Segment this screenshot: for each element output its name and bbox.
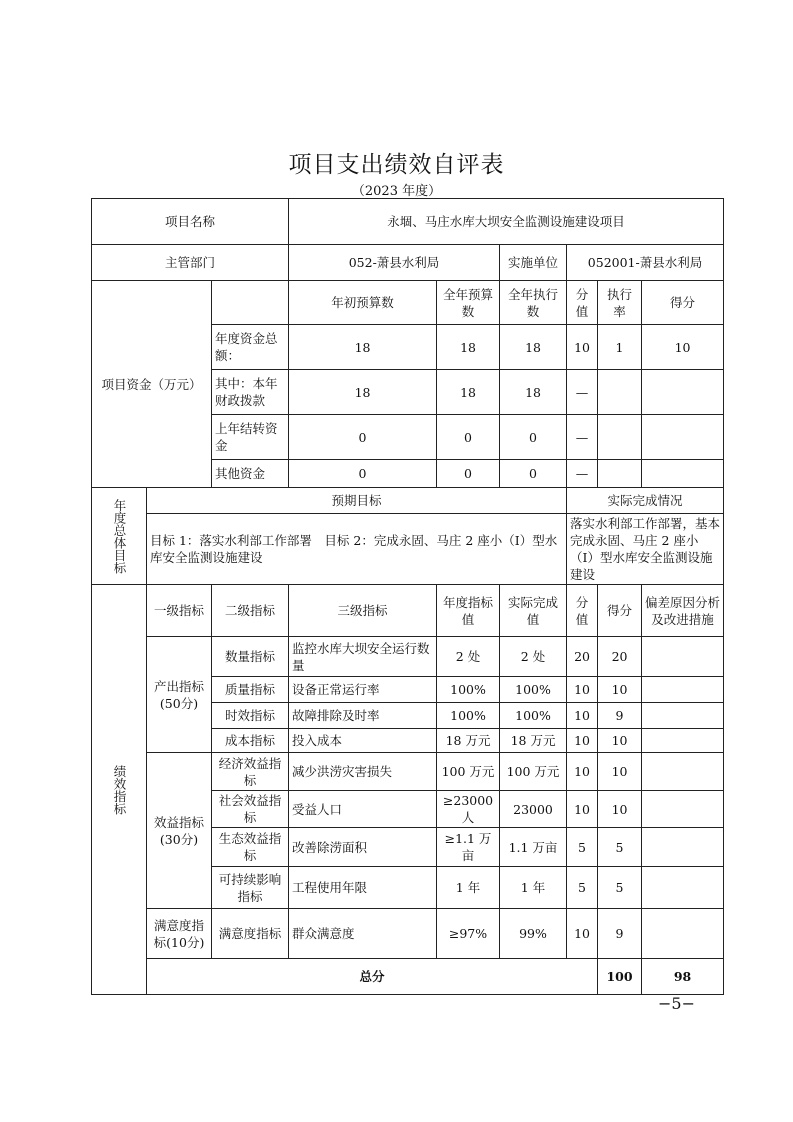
perf-header: 二级指标 (212, 585, 289, 637)
got-value: 10 (598, 729, 642, 753)
level2-indicator: 满意度指标 (212, 909, 289, 959)
perf-header: 偏差原因分析及改进措施 (642, 585, 724, 637)
deviation-cell (642, 637, 724, 677)
actual-value: 2 处 (500, 637, 567, 677)
actual-value: 23000 (500, 791, 567, 828)
target-value: ≥1.1 万亩 (437, 828, 500, 867)
got-value: 5 (598, 828, 642, 867)
funds-cell (598, 370, 642, 415)
funds-cell (598, 415, 642, 460)
actual-value: 100 万元 (500, 753, 567, 791)
document-title: 项目支出绩效自评表 (288, 152, 505, 178)
deviation-cell (642, 909, 724, 959)
funds-cell: 0 (437, 460, 500, 488)
got-value: 9 (598, 703, 642, 729)
performance-label: 绩效指标 (92, 585, 147, 995)
actual-result-text: 落实水利部工作部署，基本完成永固、马庄 2 座小（Ⅰ）型水库安全监测设施建设 (567, 514, 724, 585)
perf-header: 得分 (598, 585, 642, 637)
funds-header: 执行率 (598, 281, 642, 325)
actual-result-header: 实际完成情况 (567, 488, 724, 514)
impl-value: 052001-萧县水利局 (567, 245, 724, 281)
funds-row-name: 年度资金总额： (212, 325, 289, 370)
funds-cell: 18 (500, 325, 567, 370)
funds-cell: — (567, 370, 598, 415)
funds-header: 全年执行数 (500, 281, 567, 325)
funds-row-name: 其中：本年财政拨款 (212, 370, 289, 415)
funds-cell (642, 370, 724, 415)
expected-goal-header: 预期目标 (147, 488, 567, 514)
got-value: 10 (598, 753, 642, 791)
funds-cell: — (567, 460, 598, 488)
funds-cell: 18 (289, 325, 437, 370)
funds-cell: 0 (437, 415, 500, 460)
project-name-value: 永堌、马庄水库大坝安全监测设施建设项目 (289, 199, 724, 245)
funds-cell: 18 (289, 370, 437, 415)
deviation-cell (642, 791, 724, 828)
funds-cell: 10 (642, 325, 724, 370)
level2-indicator: 经济效益指标 (212, 753, 289, 791)
funds-cell: 10 (567, 325, 598, 370)
score-value: 20 (567, 637, 598, 677)
perf-header: 一级指标 (147, 585, 212, 637)
total-label: 总分 (147, 959, 598, 995)
score-value: 10 (567, 909, 598, 959)
actual-value: 100% (500, 677, 567, 703)
target-value: 18 万元 (437, 729, 500, 753)
got-value: 10 (598, 791, 642, 828)
target-value: 2 处 (437, 637, 500, 677)
level1-benefit: 效益指标(30分) (147, 753, 212, 909)
funds-cell (598, 460, 642, 488)
target-value: 1 年 (437, 867, 500, 909)
score-value: 10 (567, 703, 598, 729)
project-name-label: 项目名称 (92, 199, 289, 245)
perf-header: 实际完成值 (500, 585, 567, 637)
got-value: 20 (598, 637, 642, 677)
score-value: 10 (567, 729, 598, 753)
funds-cell: 0 (500, 415, 567, 460)
level3-indicator: 改善除涝面积 (289, 828, 437, 867)
total-got: 98 (642, 959, 724, 995)
level3-indicator: 受益人口 (289, 791, 437, 828)
funds-cell: 1 (598, 325, 642, 370)
funds-header: 分值 (567, 281, 598, 325)
funds-header-blank (212, 281, 289, 325)
funds-row-name: 其他资金 (212, 460, 289, 488)
funds-cell: 18 (500, 370, 567, 415)
level1-satisfaction: 满意度指标(10分) (147, 909, 212, 959)
funds-cell: — (567, 415, 598, 460)
impl-label: 实施单位 (500, 245, 567, 281)
funds-cell (642, 460, 724, 488)
actual-value: 1 年 (500, 867, 567, 909)
document-year: （2023 年度） (351, 184, 442, 199)
actual-value: 18 万元 (500, 729, 567, 753)
got-value: 9 (598, 909, 642, 959)
funds-cell (642, 415, 724, 460)
level3-indicator: 工程使用年限 (289, 867, 437, 909)
level3-indicator: 监控水库大坝安全运行数量 (289, 637, 437, 677)
expected-goal-text: 目标 1：落实水利部工作部署 目标 2：完成永固、马庄 2 座小（Ⅰ）型水库安全监测设施建设 (147, 514, 567, 585)
score-value: 10 (567, 677, 598, 703)
funds-cell: 18 (437, 370, 500, 415)
funds-cell: 0 (289, 415, 437, 460)
deviation-cell (642, 828, 724, 867)
level2-indicator: 质量指标 (212, 677, 289, 703)
funds-cell: 0 (500, 460, 567, 488)
score-value: 5 (567, 867, 598, 909)
got-value: 5 (598, 867, 642, 909)
got-value: 10 (598, 677, 642, 703)
target-value: ≥97% (437, 909, 500, 959)
actual-value: 1.1 万亩 (500, 828, 567, 867)
self-evaluation-table (91, 198, 724, 995)
target-value: 100 万元 (437, 753, 500, 791)
target-value: 100% (437, 703, 500, 729)
level2-indicator: 数量指标 (212, 637, 289, 677)
total-score: 100 (598, 959, 642, 995)
level2-indicator: 时效指标 (212, 703, 289, 729)
level3-indicator: 故障排除及时率 (289, 703, 437, 729)
level3-indicator: 群众满意度 (289, 909, 437, 959)
score-value: 10 (567, 753, 598, 791)
funds-header: 得分 (642, 281, 724, 325)
level2-indicator: 社会效益指标 (212, 791, 289, 828)
target-value: ≥23000人 (437, 791, 500, 828)
funds-cell: 0 (289, 460, 437, 488)
actual-value: 99% (500, 909, 567, 959)
page-number: −5− (658, 994, 695, 1013)
dept-value: 052-萧县水利局 (289, 245, 500, 281)
actual-value: 100% (500, 703, 567, 729)
deviation-cell (642, 753, 724, 791)
perf-header: 年度指标值 (437, 585, 500, 637)
funds-row-name: 上年结转资金 (212, 415, 289, 460)
level3-indicator: 投入成本 (289, 729, 437, 753)
perf-header: 分值 (567, 585, 598, 637)
funds-cell: 18 (437, 325, 500, 370)
dept-label: 主管部门 (92, 245, 289, 281)
annual-goal-label: 年度总体目标 (92, 488, 147, 585)
perf-header: 三级指标 (289, 585, 437, 637)
level3-indicator: 减少洪涝灾害损失 (289, 753, 437, 791)
deviation-cell (642, 677, 724, 703)
level2-indicator: 成本指标 (212, 729, 289, 753)
level3-indicator: 设备正常运行率 (289, 677, 437, 703)
deviation-cell (642, 729, 724, 753)
funds-header: 年初预算数 (289, 281, 437, 325)
score-value: 5 (567, 828, 598, 867)
level2-indicator: 生态效益指标 (212, 828, 289, 867)
funds-label: 项目资金（万元） (92, 281, 212, 488)
level2-indicator: 可持续影响指标 (212, 867, 289, 909)
score-value: 10 (567, 791, 598, 828)
funds-header: 全年预算数 (437, 281, 500, 325)
target-value: 100% (437, 677, 500, 703)
level1-output: 产出指标(50分) (147, 637, 212, 753)
deviation-cell (642, 867, 724, 909)
deviation-cell (642, 703, 724, 729)
